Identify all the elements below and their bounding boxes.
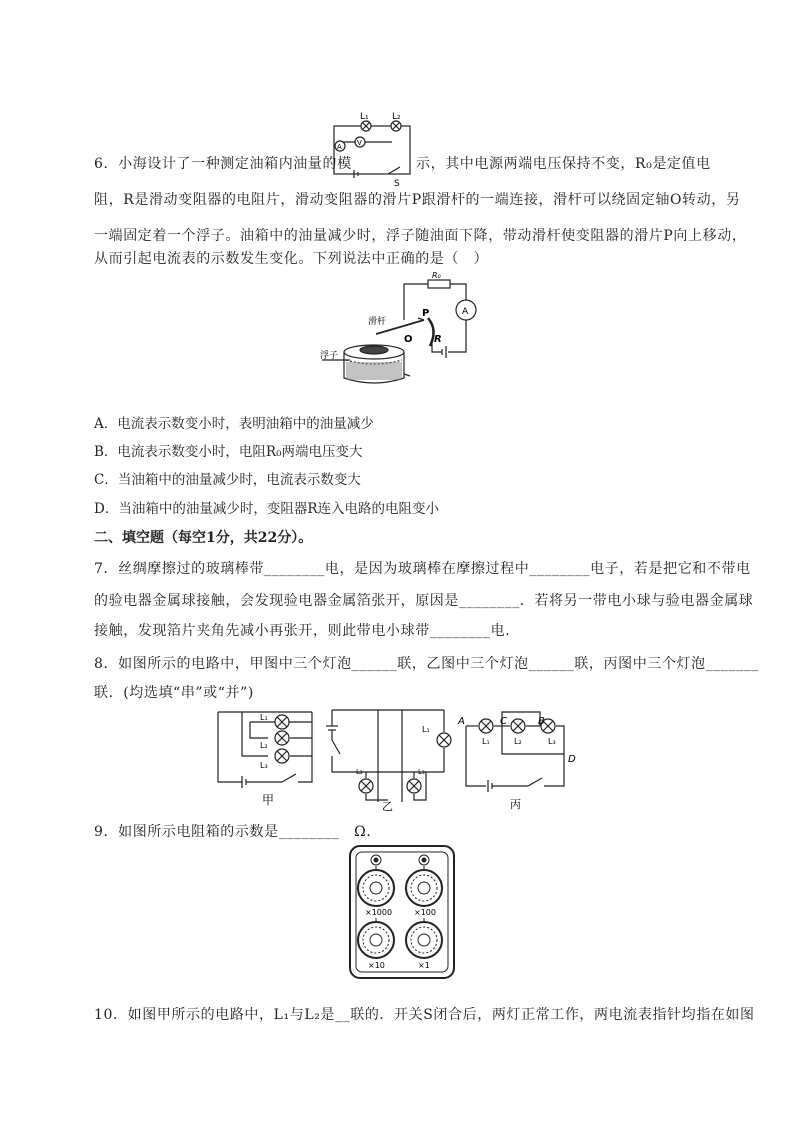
q6-line2: 阻，R是滑动变阻器的电阻片，滑动变阻器的滑片P跟滑杆的一端连接，滑杆可以绕固定轴O转动，另 [94,192,741,208]
q8-jia-l3-label: L₃ [260,761,268,770]
q6-meter-label: A [462,307,469,317]
q6-option-b: B．电流表示数变小时，电阻R₀两端电压变大 [94,444,363,460]
q8-yi-l1-label: L₁ [422,725,430,734]
section2-heading: 二、填空题（每空1分，共22分）。 [94,530,313,546]
q8-figure-bing [456,710,596,810]
q6-float-label: 浮子 [320,351,339,361]
q10-line1: 10．如图甲所示的电路中，L₁与L₂是__联的．开关S闭合后，两灯正常工作，两电流表指针均指在如图 [94,1007,755,1023]
q8-line1: 8．如图所示的电路中，甲图中三个灯泡______联，乙图中三个灯泡______联，丙图中三个灯泡_______ [94,656,759,672]
q6-option-d: D．当油箱中的油量减少时，变阻器R连入电路的电阻变小 [94,501,439,517]
q8-figure-yi [326,702,456,812]
q6-line3: 一端固定着一个浮子。油箱中的油量减少时，浮子随油面下降，带动滑杆使变阻器的滑片P向上移动， [94,228,747,244]
q9-multiplier-1000: ×1000 [365,908,393,917]
q9-multiplier-1: ×1 [418,961,430,970]
q6-oil-tank-figure [320,271,500,390]
q8-bing-c-label: C [500,716,507,727]
q9-resistance-box-figure [348,844,456,982]
q6-r0-label: R₀ [432,271,441,280]
q6-option-c: C．当油箱中的油量减少时，电流表示数变大 [94,472,361,488]
q7-line1: 7．丝绸摩擦过的玻璃棒带________电，是因为玻璃棒在摩擦过程中________电子，若是把它和不带电 [94,561,751,577]
q8-line2: 联．(均选填“串”或“并”) [94,685,254,701]
q8-bing-l3-label: L₃ [548,737,556,746]
q6-small-circuit [330,112,420,187]
q8-figure-jia [212,708,322,808]
q6-o-label: O [404,334,413,345]
q6-r-label: R [434,334,442,345]
q6-line1-b: 示，其中电源两端电压保持不变，R₀是定值电 [416,156,711,172]
q8-yi-l2-label: L₂ [356,768,363,776]
q7-line3: 接触，发现箔片夹角先减小再张开，则此带电小球带________电． [94,623,520,639]
q6-small-a-label: A [337,143,342,151]
q6-small-l1-label: L₁ [360,112,369,122]
q8-bing-l2-label: L₂ [514,737,522,746]
q8-bing-caption: 丙 [510,798,521,811]
q8-jia-l1-label: L₁ [260,713,268,722]
q8-yi-l3-label: L₃ [418,768,425,776]
q6-small-l2-label: L₂ [392,112,401,122]
q8-bing-d-label: D [568,754,576,765]
q6-p-label: P [422,308,430,319]
q6-small-s-label: S [394,179,400,189]
q6-line1-a: 6．小海设计了一种测定油箱内油量的模 [94,156,352,172]
q6-line4: 从而引起电流表的示数发生变化。下列说法中正确的是（ ） [94,251,489,267]
q8-jia-caption: 甲 [262,793,275,807]
q8-bing-b-label: B [538,716,545,727]
q7-line2: 的验电器金属球接触，会发现验电器金属箔张开，原因是________．若将另一带电小球与验电器金属球 [94,593,754,609]
q6-option-a: A．电流表示数变小时，表明油箱中的油量减少 [94,416,374,432]
q9-line1: 9．如图所示电阻箱的示数是________ Ω． [94,824,381,840]
q8-jia-l2-label: L₂ [260,741,268,750]
q8-yi-caption: 乙 [382,800,393,813]
q9-multiplier-100: ×100 [414,908,436,917]
q8-bing-a-label: A [458,716,465,727]
q6-lever-label: 滑杆 [368,317,387,327]
q8-bing-l1-label: L₁ [482,737,490,746]
q6-small-v-label: V [357,139,362,147]
q9-multiplier-10: ×10 [368,961,385,970]
